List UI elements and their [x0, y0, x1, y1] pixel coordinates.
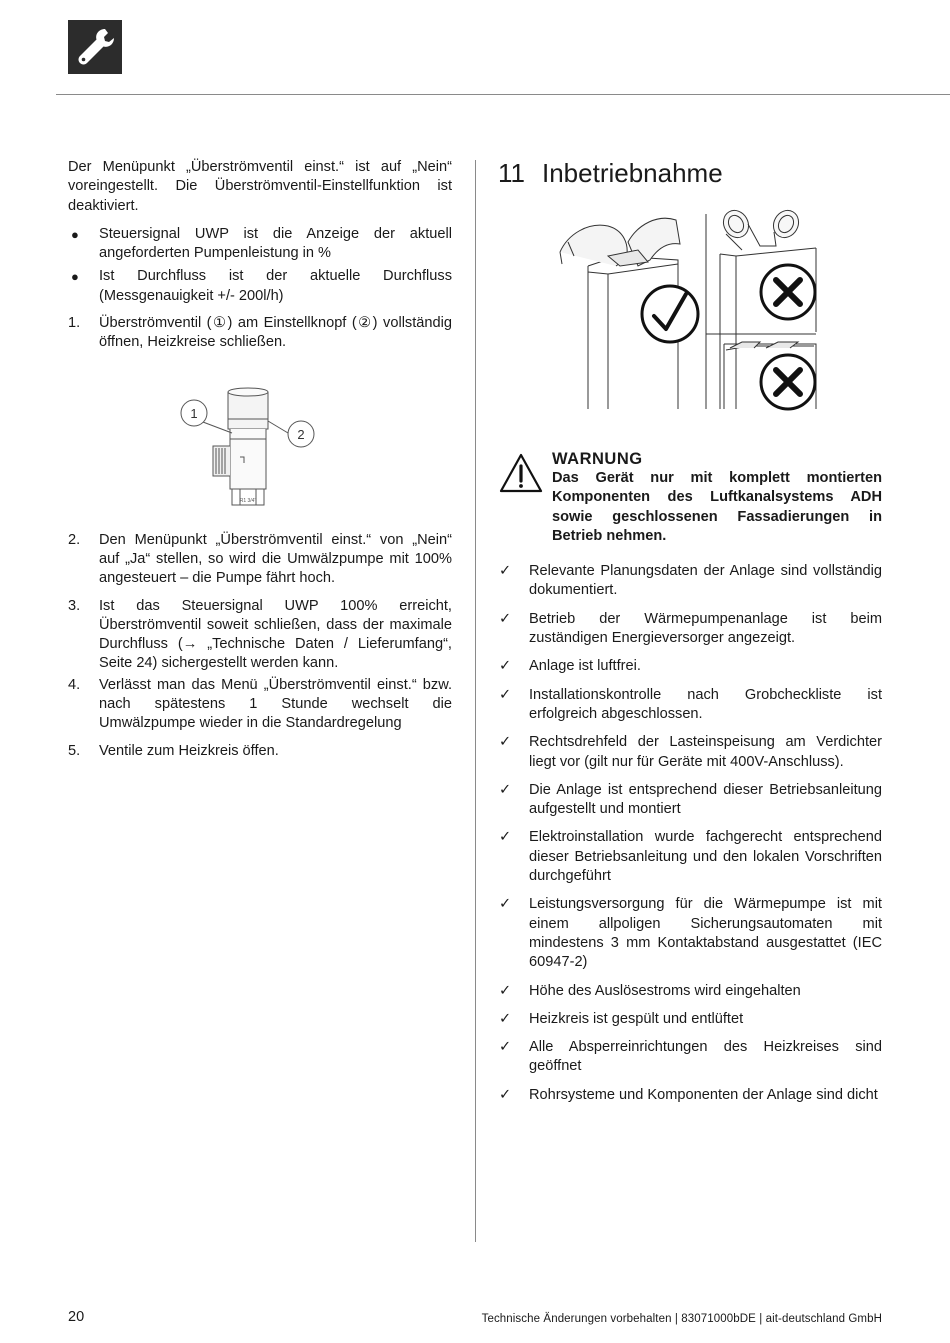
valve-thread-mark: R1 3/4": [239, 497, 257, 504]
check-icon: ✓: [499, 734, 512, 751]
intro-paragraph: Der Menüpunkt „Überströmventil einst.“ ist auf „Nein“ voreingestellt. Die Überströmventil-Einstellfunktion ist deaktiviert.: [68, 159, 452, 214]
warning-text: Das Gerät nur mit komplett montierten Komponenten des Luftkanalsystems ADH sowie geschlossenen Fassadierungen in Betrieb nehmen.: [552, 470, 882, 544]
column-divider: [475, 160, 476, 1242]
check-icon: ✓: [499, 1086, 512, 1103]
installation-illustration: [498, 204, 882, 414]
check-icon: ✓: [499, 982, 512, 999]
header-wrench-badge: [68, 20, 122, 74]
checklist-text: Leistungsversorgung für die Wärmepumpe ist mit einem allpoligen Sicherungsautomaten mit mindestens 3 mm Kontaktabstand ausgestattet (IEC 60947-2): [529, 896, 882, 971]
step-number: 3.: [68, 597, 81, 614]
checklist-item: [498, 781, 882, 820]
checklist-text: Relevante Planungsdaten der Anlage sind vollständig dokumentiert.: [529, 563, 882, 599]
step-text: Ventile zum Heizkreis öffen.: [99, 742, 279, 759]
checklist-text: Rechtsdrehfeld der Lasteinspeisung am Verdichter liegt vor (gilt nur für Geräte mit 400V-Anschluss).: [529, 734, 882, 770]
step-text: Überströmventil (①) am Einstellknopf (②) vollständig öffnen, Heizkreise schließen.: [99, 315, 452, 351]
check-icon: ✓: [499, 1010, 512, 1027]
warning-box: [498, 450, 882, 546]
check-icon: ✓: [499, 686, 512, 703]
header-rule: [56, 94, 950, 95]
checklist-text: Elektroinstallation wurde fachgerecht entsprechend dieser Betriebsanleitung und den lokalen Vorschriften durchgeführt: [529, 829, 882, 885]
right-column: [498, 158, 882, 1114]
check-icon: ✓: [499, 563, 512, 580]
bullet-marker: ●: [71, 269, 79, 285]
checklist-item: [498, 686, 882, 725]
check-icon: ✓: [499, 1039, 512, 1056]
step-number: 2.: [68, 531, 81, 548]
bullet-text: Ist Durchfluss ist der aktuelle Durchfluss (Messgenauigkeit +/- 200l/h): [99, 268, 452, 304]
valve-label-1: 1: [190, 405, 198, 421]
bullet-marker: ●: [71, 226, 79, 242]
step-item: [68, 531, 452, 589]
step-item: [68, 314, 452, 353]
bullet-text: Steuersignal UWP ist die Anzeige der aktuell angeforderten Pumpenleistung in %: [99, 225, 452, 262]
footer-text: Technische Änderungen vorbehalten | 83071000bDE | ait-deutschland GmbH: [481, 1313, 882, 1325]
checklist-text: Höhe des Auslösestroms wird eingehalten: [529, 982, 801, 999]
checklist-item: [498, 657, 882, 676]
step-text: Ist das Steuersignal UWP 100% erreicht, Überströmventil soweit schließen, dass der maximale Durchfluss (→ „Technische Daten / Lieferumfang“, Seite 24) sichergestellt werden kann.: [99, 597, 452, 672]
checklist-item: [498, 1010, 882, 1029]
checklist-item: [498, 982, 882, 1001]
checklist-text: Betrieb der Wärmepumpenanlage ist beim zuständigen Energieversorger angezeigt.: [529, 610, 882, 647]
valve-illustration: [68, 371, 452, 531]
check-icon: ✓: [499, 781, 512, 798]
step-number: 5.: [68, 742, 81, 759]
checklist-text: Anlage ist luftfrei.: [529, 658, 641, 675]
warning-title: WARNUNG: [552, 450, 643, 468]
step-text: Verlässt man das Menü „Überströmventil einst.“ bzw. nach spätestens 1 Stunde wechselt die Umwälzpumpe wieder in die Standardregelung: [99, 676, 452, 732]
checklist-item: [498, 610, 882, 649]
bullet-item: [68, 267, 452, 306]
valve-figure: [68, 371, 452, 531]
installation-figure: [498, 204, 882, 414]
check-icon: ✓: [499, 658, 512, 675]
section-heading: [498, 158, 882, 188]
checklist-text: Installationskontrolle nach Grobcheckliste ist erfolgreich abgeschlossen.: [529, 686, 882, 722]
checklist-item: [498, 828, 882, 886]
checklist-item: [498, 1086, 882, 1105]
section-number: 11: [498, 158, 525, 188]
step-number: 1.: [68, 315, 81, 332]
checklist-item: [498, 733, 882, 772]
page-number: 20: [68, 1309, 85, 1325]
wrench-icon: [68, 20, 122, 74]
step-item: [68, 597, 452, 674]
step-item: [68, 676, 452, 734]
checklist-item: [498, 895, 882, 972]
checklist-item: [498, 1038, 882, 1077]
warning-triangle-icon: [498, 452, 544, 494]
valve-label-2: 2: [297, 426, 305, 442]
step-item: [68, 742, 452, 761]
checklist-text: Alle Absperreinrichtungen des Heizkreises sind geöffnet: [529, 1039, 882, 1075]
checklist-item: [498, 562, 882, 601]
section-title: Inbetriebnahme: [542, 158, 723, 188]
checklist-text: Heizkreis ist gespült und entlüftet: [529, 1010, 744, 1027]
commissioning-checklist: [498, 562, 882, 1105]
check-icon: ✓: [499, 829, 512, 846]
bullet-item: [68, 225, 452, 264]
check-icon: ✓: [499, 610, 512, 627]
check-icon: ✓: [499, 896, 512, 913]
step-number: 4.: [68, 676, 81, 693]
step-text: Den Menüpunkt „Überströmventil einst.“ von „Nein“ auf „Ja“ stellen, so wird die Umwälzpumpe mit 100% angesteuert – die Pumpe fährt hoch.: [99, 531, 452, 587]
checklist-text: Rohrsysteme und Komponenten der Anlage sind dicht: [529, 1086, 878, 1103]
checklist-text: Die Anlage ist entsprechend dieser Betriebsanleitung aufgestellt und montiert: [529, 781, 882, 818]
left-column: [68, 158, 452, 761]
